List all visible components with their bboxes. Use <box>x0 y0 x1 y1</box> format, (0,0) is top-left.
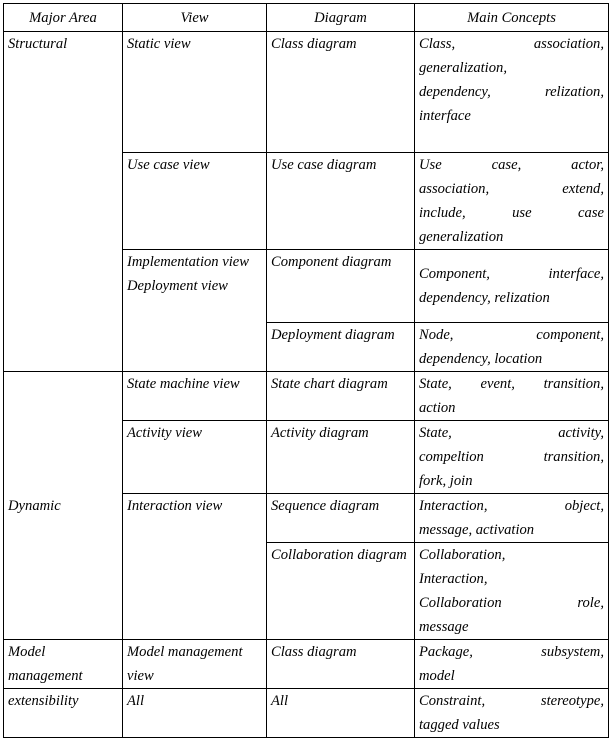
concepts-line: Collaboration role, <box>419 595 604 611</box>
view-cell: Model management view <box>123 640 267 689</box>
view-cell: Activity view <box>123 421 267 494</box>
view-cell: Interaction view <box>123 494 267 640</box>
concepts-line: dependency, relization, <box>419 84 604 100</box>
concepts-cell <box>415 689 609 738</box>
concepts-line: Interaction, object, <box>419 498 604 514</box>
concepts-line: Node, component, <box>419 327 604 343</box>
diagram-cell: Sequence diagram <box>267 494 415 543</box>
diagram-cell: Component diagram <box>267 250 415 323</box>
view-cell: Use case view <box>123 153 267 250</box>
concepts-line: compeltion transition, <box>419 449 604 465</box>
header-row <box>4 4 609 32</box>
concepts-line: Interaction, <box>419 571 488 587</box>
diagram-cell: State chart diagram <box>267 372 415 421</box>
diagram-cell: Class diagram <box>267 640 415 689</box>
concepts-line: dependency, relization <box>419 290 550 306</box>
concepts-cell <box>415 372 609 421</box>
concepts-cell <box>415 494 609 543</box>
uml-views-table <box>3 3 609 738</box>
table-row <box>4 689 609 738</box>
concepts-line: Constraint, stereotype, <box>419 693 604 709</box>
table-row <box>4 32 609 153</box>
concepts-line: Component, interface, <box>419 266 604 282</box>
concepts-line: tagged values <box>419 717 500 733</box>
concepts-line: Class, association, <box>419 36 604 52</box>
concepts-cell <box>415 421 609 494</box>
table-row <box>4 372 609 421</box>
diagram-cell: Deployment diagram <box>267 323 415 372</box>
area-model-management: Model management <box>4 640 123 689</box>
header-major-area: Major Area <box>4 4 123 32</box>
diagram-cell: Collaboration diagram <box>267 543 415 640</box>
concepts-cell <box>415 543 609 640</box>
view-cell: Implementation view Deployment view <box>123 250 267 372</box>
concepts-line: include, use case <box>419 205 604 221</box>
view-cell: All <box>123 689 267 738</box>
concepts-line: Package, subsystem, <box>419 644 604 660</box>
concepts-line: generalization <box>419 229 504 245</box>
diagram-cell: Use case diagram <box>267 153 415 250</box>
area-dynamic: Dynamic <box>4 372 123 640</box>
concepts-line: message <box>419 619 469 635</box>
concepts-line: Collaboration, <box>419 547 506 563</box>
area-extensibility: extensibility <box>4 689 123 738</box>
diagram-cell: Class diagram <box>267 32 415 153</box>
area-structural: Structural <box>4 32 123 372</box>
concepts-line: Use case, actor, <box>419 157 604 173</box>
concepts-cell <box>415 323 609 372</box>
concepts-cell <box>415 32 609 153</box>
diagram-cell: All <box>267 689 415 738</box>
concepts-cell <box>415 153 609 250</box>
concepts-cell <box>415 250 609 323</box>
diagram-cell: Activity diagram <box>267 421 415 494</box>
concepts-line: State, activity, <box>419 425 604 441</box>
table-row <box>4 640 609 689</box>
view-cell: Static view <box>123 32 267 153</box>
view-cell: State machine view <box>123 372 267 421</box>
concepts-line: interface <box>419 108 471 124</box>
concepts-line: association, extend, <box>419 181 604 197</box>
concepts-line: dependency, location <box>419 351 543 367</box>
concepts-line: fork, join <box>419 473 473 489</box>
concepts-cell <box>415 640 609 689</box>
concepts-line: generalization, <box>419 60 507 76</box>
concepts-line: message, activation <box>419 522 535 538</box>
concepts-line: State, event, transition, <box>419 376 604 392</box>
concepts-line: model <box>419 668 455 684</box>
header-diagram: Diagram <box>267 4 415 32</box>
header-main-concepts: Main Concepts <box>415 4 609 32</box>
concepts-line: action <box>419 400 456 416</box>
header-view: View <box>123 4 267 32</box>
